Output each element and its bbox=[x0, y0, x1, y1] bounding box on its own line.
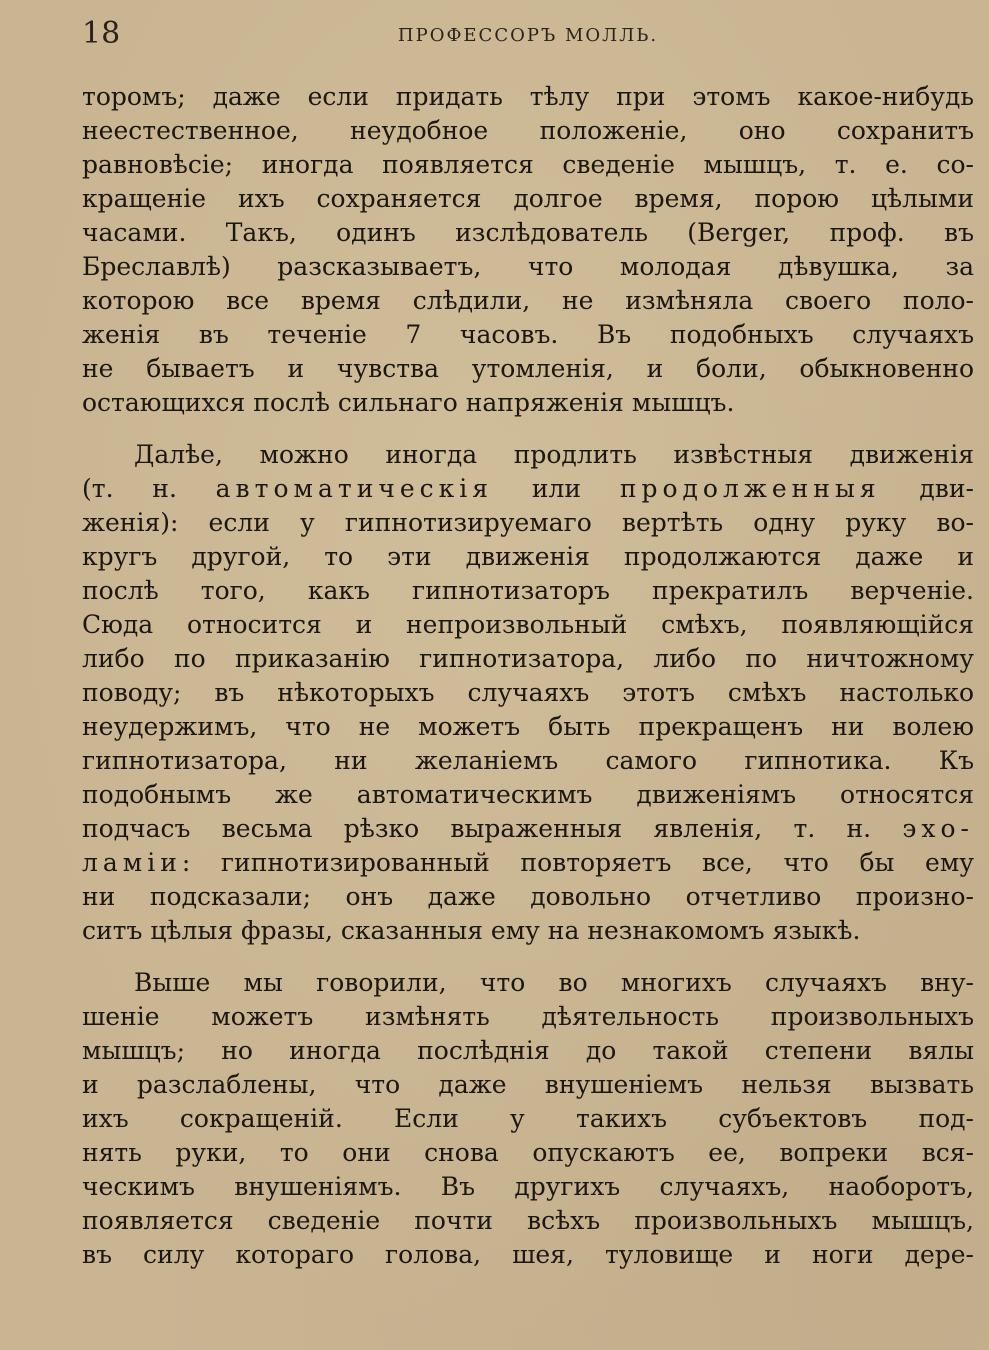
text-line-composite bbox=[82, 846, 974, 880]
spaced-term: продолженныя bbox=[619, 474, 881, 503]
text-line: Бреславлѣ) разсказываетъ, что молодая дѣвушка, за bbox=[82, 252, 974, 281]
text-line: кругъ другой, то эти движенія продолжаются даже и bbox=[82, 542, 974, 571]
text-line: гипнотизатора, ни желаніемъ самого гипнотика. Къ bbox=[82, 746, 974, 775]
text-line: Далѣе, можно иногда продлить извѣстныя движенія bbox=[134, 440, 974, 469]
paragraph-gap bbox=[82, 420, 974, 438]
text-line: ситъ цѣлыя фразы, сказанныя ему на незнакомомъ языкѣ. bbox=[82, 916, 861, 945]
text-line: въ силу котораго голова, шея, туловище и ноги дере- bbox=[82, 1240, 974, 1269]
text-line: неестественное, неудобное положеніе, оно сохранитъ bbox=[82, 116, 974, 145]
spaced-term: ламіи bbox=[82, 848, 182, 877]
text-segment: : гипнотизированный повторяетъ все, что бы ему bbox=[181, 848, 974, 877]
running-title: ПРОФЕССОРЪ МОЛЛЬ. bbox=[397, 25, 659, 46]
text-segment: подчасъ весьма рѣзко выраженныя явленія, т. н. bbox=[82, 814, 903, 843]
running-head bbox=[82, 14, 974, 54]
paragraph-gap bbox=[82, 948, 974, 966]
text-line: остающихся послѣ сильнаго напряженія мышцъ. bbox=[82, 388, 735, 417]
text-segment: дви- bbox=[880, 474, 974, 503]
text-line-composite bbox=[82, 812, 974, 846]
paragraph-2 bbox=[82, 438, 974, 948]
text-segment: (т. н. bbox=[82, 474, 216, 503]
text-line: торомъ; даже если придать тѣлу при этомъ какое-нибудь bbox=[82, 82, 974, 111]
text-line: нять руки, то они снова опускаютъ ее, вопреки вся- bbox=[82, 1138, 974, 1167]
body-text bbox=[82, 80, 974, 1272]
paragraph-1 bbox=[82, 80, 974, 420]
text-line: женія): если у гипнотизируемаго вертѣть одну руку во- bbox=[82, 508, 974, 537]
text-line: кращеніе ихъ сохраняется долгое время, порою цѣлыми bbox=[82, 184, 974, 213]
text-line: ческимъ внушеніямъ. Въ другихъ случаяхъ, наоборотъ, bbox=[82, 1172, 974, 1201]
text-line-composite bbox=[82, 472, 974, 506]
text-line: шеніе можетъ измѣнять дѣятельность произвольныхъ bbox=[82, 1002, 974, 1031]
text-line: которою все время слѣдили, не измѣняла своего поло- bbox=[82, 286, 974, 315]
text-line: неудержимъ, что не можетъ быть прекращенъ ни волею bbox=[82, 712, 974, 741]
text-line: Выше мы говорили, что во многихъ случаяхъ вну- bbox=[134, 968, 974, 997]
text-line: и разслаблены, что даже внушеніемъ нельзя вызвать bbox=[82, 1070, 974, 1099]
text-line: мышцъ; но иногда послѣднія до такой степени вялы bbox=[82, 1036, 974, 1065]
text-line: ихъ сокращеній. Если у такихъ субъектовъ под- bbox=[82, 1104, 974, 1133]
text-line: равновѣсіе; иногда появляется сведеніе мышцъ, т. е. со- bbox=[82, 150, 974, 179]
text-line: появляется сведеніе почти всѣхъ произвольныхъ мышцъ, bbox=[82, 1206, 974, 1235]
text-line: часами. Такъ, одинъ изслѣдователь (Berger, проф. въ bbox=[82, 218, 974, 247]
paragraph-3 bbox=[82, 966, 974, 1272]
spaced-term: автоматическія bbox=[215, 474, 494, 503]
text-line: поводу; въ нѣкоторыхъ случаяхъ этотъ смѣхъ настолько bbox=[82, 678, 974, 707]
text-segment: или bbox=[493, 474, 620, 503]
page-number: 18 bbox=[82, 16, 121, 51]
text-line: подобнымъ же автоматическимъ движеніямъ относятся bbox=[82, 780, 974, 809]
text-line: либо по приказанію гипнотизатора, либо по ничтожному bbox=[82, 644, 974, 673]
text-line: послѣ того, какъ гипнотизаторъ прекратилъ верченіе. bbox=[82, 576, 974, 605]
text-line: не бываетъ и чувства утомленія, и боли, обыкновенно bbox=[82, 354, 974, 383]
text-line: ни подсказали; онъ даже довольно отчетливо произно- bbox=[82, 882, 974, 911]
text-line: Сюда относится и непроизвольный смѣхъ, появляющійся bbox=[82, 610, 974, 639]
text-line: женія въ теченіе 7 часовъ. Въ подобныхъ случаяхъ bbox=[82, 320, 974, 349]
spaced-term: эхо- bbox=[902, 814, 974, 843]
